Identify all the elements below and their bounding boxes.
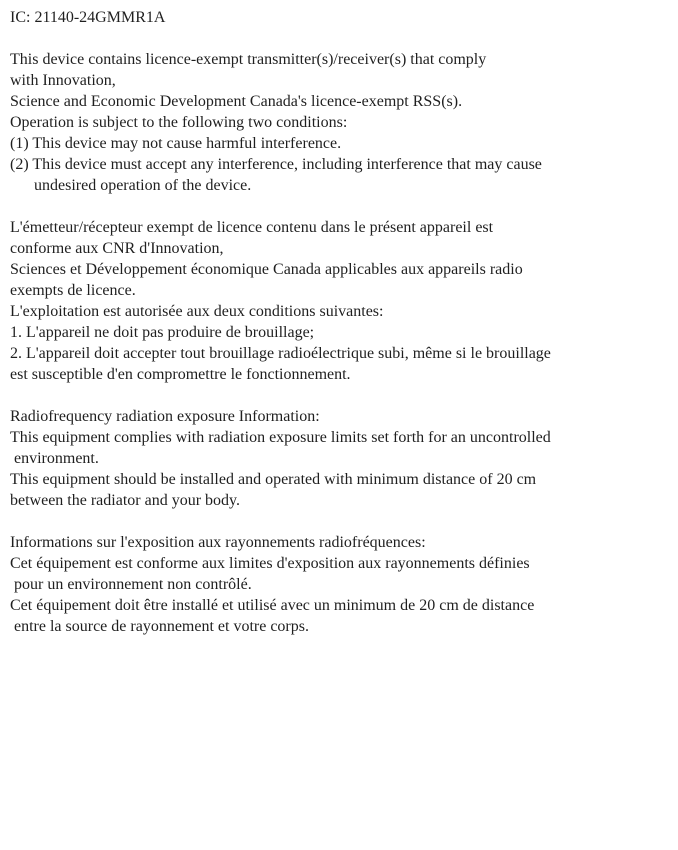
text-line: Cet équipement doit être installé et utilisé avec un minimum de 20 cm de distance xyxy=(10,597,535,614)
text-line: conforme aux CNR d'Innovation, xyxy=(10,240,224,257)
text-line: pour un environnement non contrôlé. xyxy=(10,576,252,593)
text-line: environment. xyxy=(10,450,99,467)
text-line: exempts de licence. xyxy=(10,282,136,299)
rf-exposure-french-paragraph xyxy=(10,532,670,637)
text-line: between the radiator and your body. xyxy=(10,492,240,509)
text-line: est susceptible d'en compromettre le fonctionnement. xyxy=(10,366,351,383)
text-line: Science and Economic Development Canada's licence-exempt RSS(s). xyxy=(10,93,463,110)
rf-exposure-english-paragraph xyxy=(10,406,670,511)
text-line: entre la source de rayonnement et votre corps. xyxy=(10,618,309,635)
text-line: This device contains licence-exempt transmitter(s)/receiver(s) that comply xyxy=(10,51,487,68)
text-line: (1) This device may not cause harmful interference. xyxy=(10,135,342,152)
text-line: with Innovation, xyxy=(10,72,116,89)
text-line: 1. L'appareil ne doit pas produire de brouillage; xyxy=(10,324,315,341)
text-line: Radiofrequency radiation exposure Information: xyxy=(10,408,320,425)
ic-identifier-line: IC: 21140-24GMMR1A xyxy=(10,9,166,26)
text-line: This equipment should be installed and operated with minimum distance of 20 cm xyxy=(10,471,537,488)
text-line: L'exploitation est autorisée aux deux conditions suivantes: xyxy=(10,303,384,320)
text-line: 2. L'appareil doit accepter tout brouillage radioélectrique subi, même si le brouillage xyxy=(10,345,551,362)
text-line: This equipment complies with radiation exposure limits set forth for an uncontrolled xyxy=(10,429,551,446)
text-line: undesired operation of the device. xyxy=(10,177,252,194)
english-compliance-paragraph xyxy=(10,49,670,196)
text-line: Cet équipement est conforme aux limites d'exposition aux rayonnements définies xyxy=(10,555,530,572)
text-line: Sciences et Développement économique Canada applicables aux appareils radio xyxy=(10,261,523,278)
text-line: (2) This device must accept any interference, including interference that may cause xyxy=(10,156,542,173)
french-compliance-paragraph xyxy=(10,217,670,385)
text-line: L'émetteur/récepteur exempt de licence contenu dans le présent appareil est xyxy=(10,219,494,236)
ic-identifier-paragraph xyxy=(10,7,670,28)
text-line: Operation is subject to the following two conditions: xyxy=(10,114,348,131)
text-line: Informations sur l'exposition aux rayonnements radiofréquences: xyxy=(10,534,426,551)
